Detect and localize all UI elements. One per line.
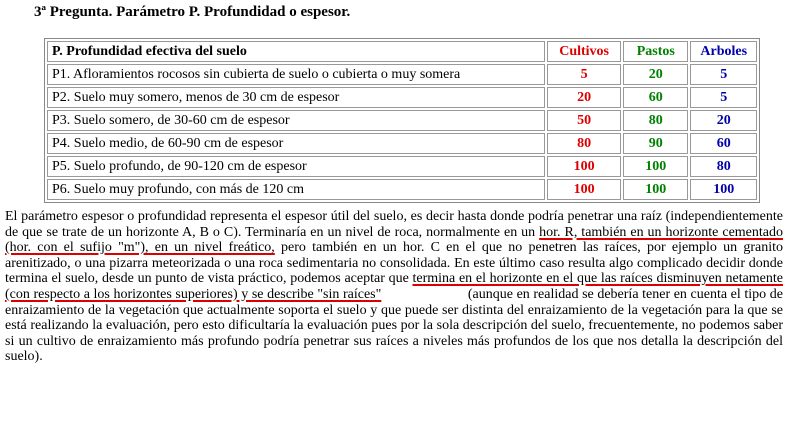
header-arboles: Arboles	[690, 41, 757, 62]
arboles-value: 5	[690, 87, 757, 108]
underlined-phrase-2: termina en el horizonte en el que las raíces disminuyen netamente (con respecto a los horizontes superiores) y se describe "sin raíces"	[5, 271, 783, 302]
arboles-value: 60	[690, 133, 757, 154]
underlined-phrase-1: hor. R, también en un horizonte cementado (hor. con el sufijo "m"), en un nivel freático,	[5, 224, 783, 256]
row-label: P1. Afloramientos rocosos sin cubierta de suelo o cubierta o muy somera	[47, 64, 545, 85]
cultivos-value: 80	[547, 133, 621, 154]
row-label: P3. Suelo somero, de 30-60 cm de espesor	[47, 110, 545, 131]
table-header-row	[47, 41, 757, 62]
cultivos-value: 5	[547, 64, 621, 85]
paragraph-text-3: (aunque en realidad se debería tener en cuenta el tipo de enraizamiento de la vegetación que actualmente soporta el suelo y que puede ser distinta del enraizamiento de la vegetación para la que se está realizando la evaluación, pero esto dificultaría la evaluación pues por la sola descripción del suelo, frecuentemente, no podemos saber si un cultivo de enraizamiento más profundo podría penetrar sus raíces a niveles más profundos de los que nos detalla la descripción del suelo).	[5, 286, 783, 365]
pastos-value: 100	[623, 156, 688, 177]
arboles-value: 20	[690, 110, 757, 131]
paragraph-text-1: El parámetro espesor o profundidad representa el espesor útil del suelo, es decir hasta donde podría penetrar una raíz (independientemente de que se trate de un horizonte A, B o C). Terminaría en un nivel de roca, normalmente en un	[5, 209, 783, 240]
table-row	[47, 133, 757, 154]
pastos-value: 90	[623, 133, 688, 154]
table-row	[47, 64, 757, 85]
paragraph-text-2: pero también en un hor. C en el que no penetren las raíces, por ejemplo un granito arenitizado, o una pizarra meteorizada o una roca sedimentaria no consolidada. En este último caso resulta algo complicado decidir donde termina el suelo, desde un punto de vista práctico, podemos aceptar que	[5, 240, 783, 287]
cultivos-value: 50	[547, 110, 621, 131]
pastos-value: 20	[623, 64, 688, 85]
page-title: 3ª Pregunta. Parámetro P. Profundidad o espesor.	[34, 4, 351, 20]
arboles-value: 80	[690, 156, 757, 177]
arboles-value: 5	[690, 64, 757, 85]
row-label: P6. Suelo muy profundo, con más de 120 cm	[47, 179, 545, 200]
header-pastos: Pastos	[623, 41, 688, 62]
arboles-value: 100	[690, 179, 757, 200]
pastos-value: 80	[623, 110, 688, 131]
row-label: P5. Suelo profundo, de 90-120 cm de espesor	[47, 156, 545, 177]
row-label: P4. Suelo medio, de 60-90 cm de espesor	[47, 133, 545, 154]
header-label: P. Profundidad efectiva del suelo	[47, 41, 545, 62]
cultivos-value: 20	[547, 87, 621, 108]
cultivos-value: 100	[547, 179, 621, 200]
cultivos-value: 100	[547, 156, 621, 177]
pastos-value: 60	[623, 87, 688, 108]
table-row	[47, 156, 757, 177]
table-row	[47, 110, 757, 131]
row-label: P2. Suelo muy somero, menos de 30 cm de espesor	[47, 87, 545, 108]
explanation-paragraph	[5, 209, 783, 365]
header-cultivos: Cultivos	[547, 41, 621, 62]
table-row	[47, 179, 757, 200]
pastos-value: 100	[623, 179, 688, 200]
depth-parameter-table	[44, 38, 760, 203]
table-row	[47, 87, 757, 108]
